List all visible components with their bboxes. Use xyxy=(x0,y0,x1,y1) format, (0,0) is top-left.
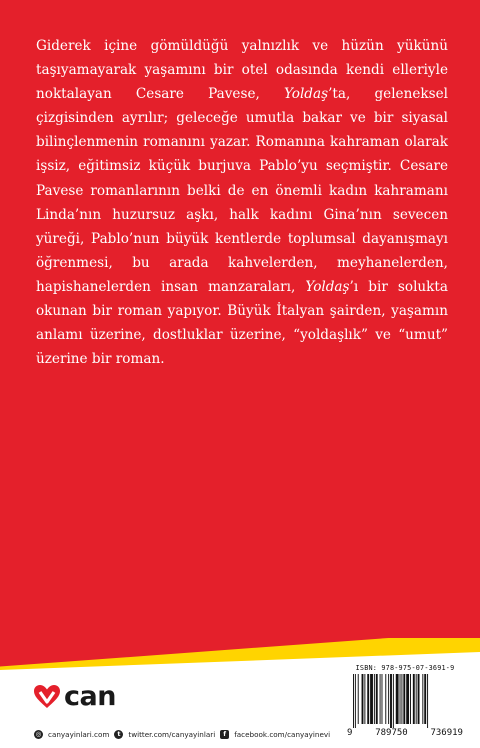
barcode-bar xyxy=(370,674,373,724)
barcode-bar xyxy=(403,674,405,724)
barcode-bar xyxy=(390,674,392,728)
barcode-bar xyxy=(364,674,365,724)
barcode-bar xyxy=(382,674,383,724)
blurb-part-3: ’ı bir solukta okunan bir roman yapıyor. Büyük İtalyan şairden, yaşamın anlamı üzerine, dostluklar üzerine, “yoldaşlık” ve “umut” üzerine bir roman. xyxy=(36,278,448,368)
barcode-bar xyxy=(401,674,402,724)
barcode-bars xyxy=(353,674,457,728)
barcode-bar xyxy=(416,674,417,724)
facebook-link[interactable]: facebook.com/canyayinevi xyxy=(234,730,331,739)
publisher-links xyxy=(34,730,330,739)
barcode-digit-group-2: 736919 xyxy=(430,728,463,738)
barcode-bar xyxy=(380,674,381,724)
barcode-bar xyxy=(410,674,411,724)
barcode-bar xyxy=(374,674,375,724)
book-title-italic: Yoldaş xyxy=(283,86,329,103)
website-link[interactable]: canyayinlari.com xyxy=(48,730,110,739)
publisher-logo-text: can xyxy=(64,681,116,712)
blurb-text xyxy=(36,34,448,371)
barcode-bar xyxy=(362,674,364,724)
barcode-bar xyxy=(367,674,369,724)
barcode-bar xyxy=(413,674,415,724)
barcode-bar xyxy=(355,674,356,728)
barcode xyxy=(345,662,465,742)
barcode-bar xyxy=(422,674,423,724)
publisher-logo xyxy=(34,683,116,711)
barcode-bar xyxy=(388,674,389,724)
blurb-part-2: ’ta, geleneksel çizgisinden ayrılır; geleceğe umutla bakar ve bir siyasal bilinçlenmenin romanını yazar. Romanına kahraman olarak işsiz, eğitimsiz küçük burjuva Pablo’yu seçmiştir. Cesare Pavese romanlarının belki de en önemli kadın kahramanı Linda’nın huzursuz aşkı, halk kadını Gina’nın sevecen yüreği, Pablo’nun büyük kentlerde toplumsal dayanışmayı öğrenmesi, bu arada kahvelerden, meyhanelerden, hapishanelerden insan manzaraları, xyxy=(36,86,449,295)
heart-v-icon xyxy=(34,685,60,709)
barcode-bar xyxy=(396,674,399,724)
globe-icon: ◎ xyxy=(35,730,42,738)
barcode-bar xyxy=(376,674,378,724)
barcode-bar xyxy=(424,674,426,724)
barcode-bar xyxy=(393,674,394,728)
barcode-digit-first: 9 xyxy=(347,728,353,738)
barcode-bar xyxy=(353,674,354,728)
barcode-bar xyxy=(358,674,359,724)
barcode-bar xyxy=(418,674,420,724)
facebook-icon: f xyxy=(220,730,229,739)
twitter-link[interactable]: twitter.com/canyayinlari xyxy=(128,730,216,739)
twitter-icon: t xyxy=(114,730,123,739)
book-title-italic: Yoldaş xyxy=(305,278,350,295)
blurb-part-1: Giderek içine gömüldüğü yalnızlık ve hüzün yükünü taşıyamayarak yaşamını bir otel odasında kendi elleriyle noktalayan Cesare Pavese, xyxy=(36,38,448,103)
barcode-bar xyxy=(427,674,428,728)
barcode-bar xyxy=(406,674,409,724)
barcode-bar xyxy=(385,674,386,724)
barcode-digits xyxy=(345,728,465,738)
barcode-digit-group-1: 789750 xyxy=(375,728,408,738)
isbn-label: ISBN: 978-975-07-3691-9 xyxy=(355,664,455,672)
barcode-bar xyxy=(400,674,401,724)
